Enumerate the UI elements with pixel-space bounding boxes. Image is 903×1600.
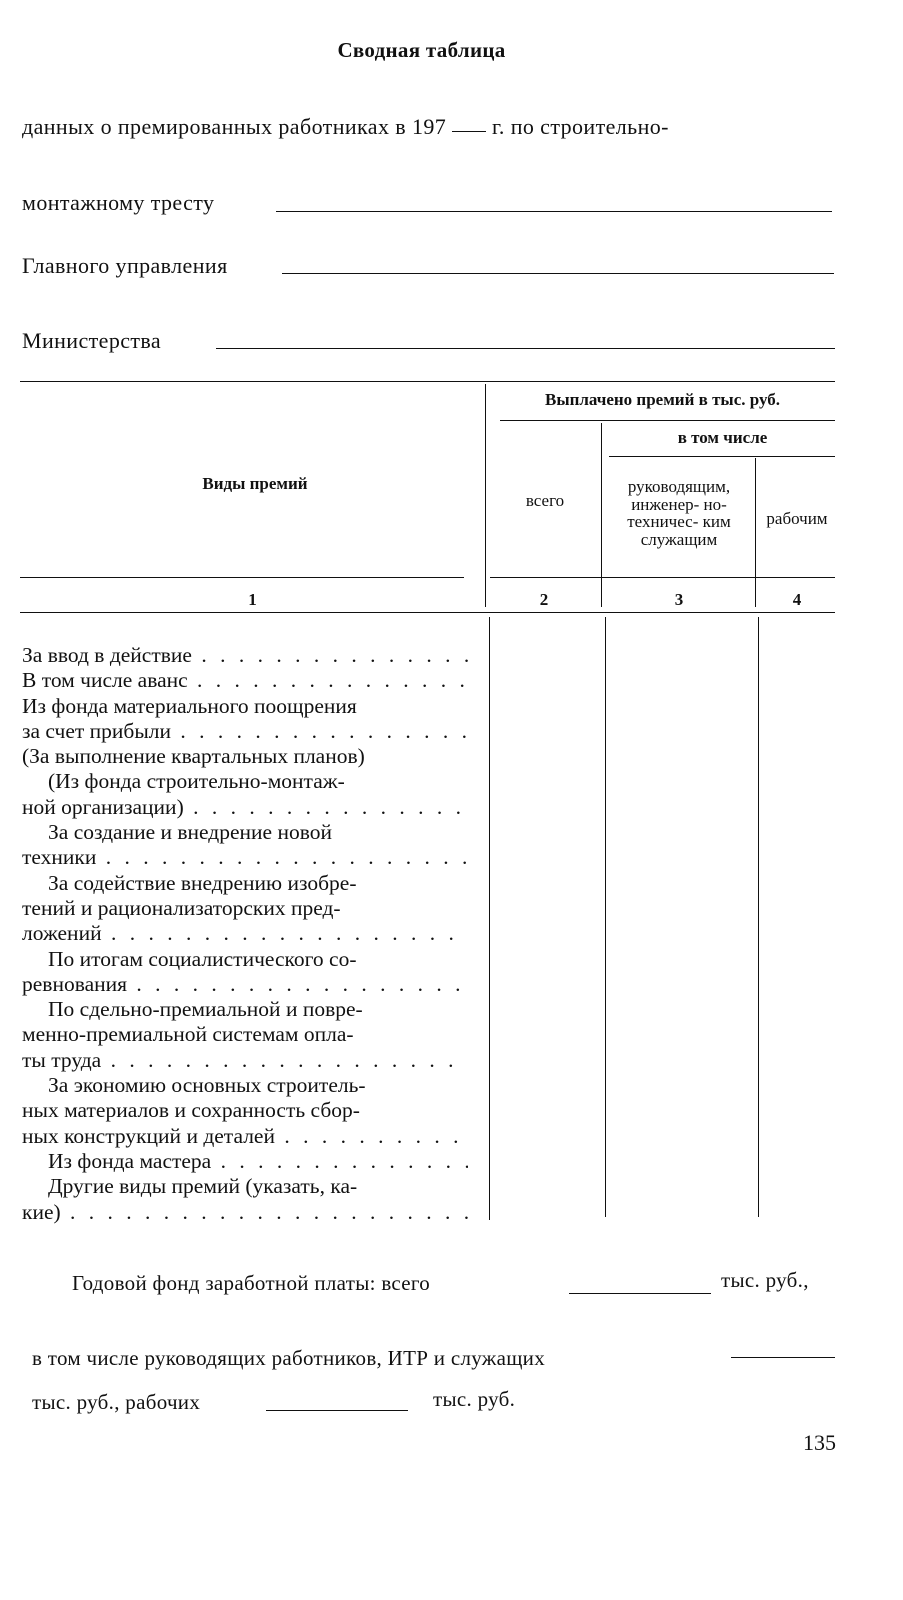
table-row: Другие виды премий (указать, ка-	[48, 1174, 358, 1199]
col-divider-1-header	[485, 384, 486, 607]
workers-blank	[266, 1410, 408, 1411]
table-row: Из фонда мастера . . .	[22, 1149, 468, 1174]
table-row: менно-премиальной системам опла-	[22, 1022, 354, 1047]
table-row: За ввод в действие . . .	[22, 643, 468, 668]
table-row: ных материалов и сохранность сбор-	[22, 1098, 360, 1123]
table-row: техники . . .	[22, 845, 468, 870]
workers-label: тыс. руб., рабочих	[32, 1390, 201, 1414]
col-header-paid: Выплачено премий в тыс. руб.	[544, 390, 780, 409]
col-divider-3-header	[755, 458, 756, 607]
intro-line-1-b: г. по строительно-	[491, 114, 669, 139]
table-row: За создание и внедрение новой	[48, 820, 332, 845]
table-top-rule	[20, 381, 835, 382]
main-directorate-blank	[282, 273, 834, 274]
col-number-2: 2	[539, 590, 549, 609]
table-row: тений и рационализаторских пред-	[22, 895, 341, 920]
ministry-blank	[216, 348, 835, 349]
table-row: (За выполнение квартальных планов)	[22, 744, 365, 769]
col-header-total: всего	[525, 491, 565, 510]
including-subrule	[609, 456, 835, 457]
header-bottom-rule-2	[490, 577, 835, 578]
itr-blank	[731, 1357, 835, 1358]
trust-blank	[276, 211, 832, 212]
workers-unit: тыс. руб.	[433, 1387, 516, 1411]
col-divider-2-body	[605, 617, 606, 1217]
table-row: за счет прибыли . . .	[22, 719, 468, 744]
fund-label: Годовой фонд заработной платы: всего	[72, 1271, 431, 1295]
col-divider-3-body	[758, 617, 759, 1217]
premium-types-list	[22, 643, 468, 1225]
table-row: За экономию основных строитель-	[48, 1073, 366, 1098]
col-number-4: 4	[792, 590, 802, 609]
col-divider-1-body	[489, 617, 490, 1220]
fund-unit-1: тыс. руб.,	[721, 1268, 809, 1292]
fund-total-blank	[569, 1293, 711, 1294]
intro-line-3: Главного управления	[22, 253, 228, 278]
header-bottom-rule-1	[20, 577, 464, 578]
paid-subrule	[500, 420, 835, 421]
table-row: ты труда . . .	[22, 1048, 468, 1073]
intro-line-2: монтажному тресту	[22, 190, 215, 215]
page-title: Сводная таблица	[337, 38, 506, 62]
table-row: кие) . . .	[22, 1200, 468, 1225]
col-divider-2-header	[601, 423, 602, 607]
table-row: По итогам социалистического со-	[48, 946, 357, 971]
page-number: 135	[803, 1430, 836, 1455]
intro-line-1-a: данных о премированных работниках в 197	[22, 114, 447, 139]
col-number-3: 3	[674, 590, 684, 609]
table-row: ревнования . . .	[22, 972, 468, 997]
table-row: ложений . . .	[22, 921, 468, 946]
table-row: Из фонда материального поощрения	[22, 693, 357, 718]
table-row: В том числе аванс . . .	[22, 668, 468, 693]
table-row: (Из фонда строительно-монтаж-	[48, 769, 345, 794]
col-header-types: Виды премий	[202, 474, 308, 493]
col-header-workers: рабочим	[766, 509, 828, 528]
table-row: За содействие внедрению изобре-	[48, 870, 357, 895]
table-row: ных конструкций и деталей . . .	[22, 1124, 468, 1149]
colnum-bottom-rule	[20, 612, 835, 613]
including-label: в том числе руководящих работников, ИТР и служащих	[32, 1346, 546, 1370]
col-header-itr: руководящим, инженер- но-техничес- ким служащим	[627, 477, 731, 549]
table-row: По сдельно-премиальной и повре-	[48, 997, 363, 1022]
col-header-including: в том числе	[677, 428, 768, 447]
year-blank	[452, 131, 486, 132]
intro-line-1	[22, 114, 669, 140]
intro-line-4: Министерства	[22, 328, 162, 353]
table-row: ной организации) . . .	[22, 795, 468, 820]
col-number-1: 1	[248, 590, 257, 609]
